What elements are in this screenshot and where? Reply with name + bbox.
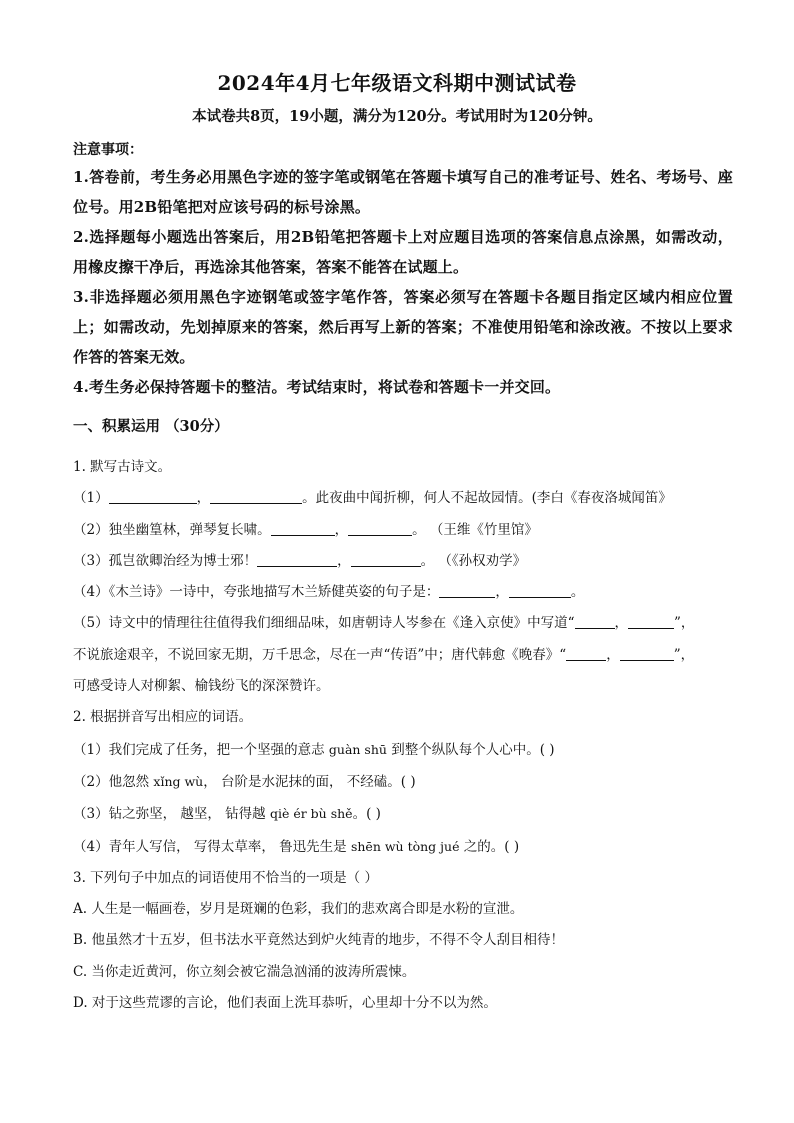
pinyin: qiè ér bù shě (269, 806, 353, 822)
part-text: 到整个纵队每个人心中。( ) (386, 741, 555, 758)
instruction-item: 3.非选择题必须用黑色字迹钢笔或签字笔作答，答案必须写在答题卡各题目指定区域内相应位置上；如需改动，先划掉原来的答案，然后再写上新的答案；不准使用铅笔和涂改液。不按以上要求作答的答案无效。 (73, 288, 733, 366)
part-text: （3）孤岂欲卿治经为博士邪！ (73, 552, 258, 569)
question-1-part-5 (73, 608, 738, 639)
part-text: 。此夜曲中闻折柳，何人不起故园情。(李白《春夜洛城闻笛》 (302, 490, 672, 507)
option-d: D. 对于这些荒谬的言论，他们表面上洗耳恭听，心里却十分不以为然。 (73, 995, 497, 1012)
part-text: （2）独坐幽篁林，弹琴复长啸。 (73, 521, 271, 538)
page-title: 2024年4月七年级语文科期中测试试卷 (217, 71, 577, 95)
answer-blank[interactable] (566, 646, 606, 661)
question-2-part-4 (73, 831, 738, 863)
part-text: 。 (570, 584, 585, 601)
instructions (73, 138, 733, 402)
answer-blank[interactable] (620, 646, 674, 661)
question-3-stem: 3. 下列句子中加点的词语使用不恰当的一项是（ ） (73, 869, 378, 886)
question-2-part-2 (73, 766, 738, 798)
answer-blank[interactable] (575, 614, 615, 629)
part-text: 不说旅途艰辛，不说回家无期，万千思念，尽在一声“传语”中；唐代韩愈《晚春》“ (73, 646, 567, 663)
question-1-stem: 1. 默写古诗文。 (73, 459, 172, 475)
answer-blank[interactable] (628, 614, 674, 629)
part-text: 。( ) (352, 806, 381, 823)
separator: ， (614, 615, 628, 632)
questions (73, 452, 738, 1019)
answer-blank[interactable] (439, 583, 495, 598)
answer-blank[interactable] (109, 489, 197, 504)
part-label: （1） (73, 490, 109, 507)
separator: ， (196, 490, 211, 507)
separator: ， (495, 584, 509, 601)
question-1-part-5-cont (73, 640, 738, 671)
part-text: ”， (674, 615, 695, 632)
option-a: A. 人生是一幅画卷，岁月是斑斓的色彩，我们的悲欢离合即是水粉的宣泄。 (73, 901, 524, 918)
question-1-part-4 (73, 577, 738, 608)
question-1-part-5-end: 可感受诗人对柳絮、榆钱纷飞的深深赞许。 (73, 678, 330, 695)
part-text: （3）钻之弥坚， 越坚， 钻得越 (73, 806, 270, 823)
part-text: （5）诗文中的情理往往值得我们细细品味，如唐朝诗人岑参在《逢入京使》中写道“ (73, 615, 575, 632)
part-text: 。 （《孙权劝学》 (420, 552, 527, 569)
instructions-heading: 注意事项： (73, 142, 143, 158)
answer-blank[interactable] (257, 552, 337, 567)
question-2-part-1 (73, 734, 738, 766)
option-b: B. 他虽然才十五岁，但书法水平竟然达到炉火纯青的地步，不得不令人刮目相待！ (73, 932, 565, 949)
question-1-part-1 (73, 483, 738, 514)
separator: ， (337, 552, 351, 569)
pinyin: guàn shū (328, 741, 387, 757)
separator: ， (606, 646, 620, 663)
part-text: （1）我们完成了任务，把一个坚强的意志 (73, 741, 329, 758)
pinyin: xǐng wù (153, 773, 204, 789)
answer-blank[interactable] (351, 552, 421, 567)
question-2-stem: 2. 根据拼音写出相应的词语。 (73, 709, 253, 726)
answer-blank[interactable] (210, 489, 302, 504)
question-1-part-2 (73, 515, 738, 546)
part-text: ”， (673, 646, 695, 663)
part-text: ， 台阶是水泥抹的面， 不经磕。( ) (203, 773, 416, 790)
answer-blank[interactable] (348, 521, 412, 536)
separator: ， (334, 521, 349, 538)
part-text: （4）青年人写信， 写得太草率， 鲁迅先生是 (73, 838, 351, 855)
option-c: C. 当你走近黄河，你立刻会被它湍急汹涌的波涛所震悚。 (73, 963, 416, 980)
instruction-item: 1.答卷前，考生务必用黑色字迹的签字笔或钢笔在答题卡填写自己的准考证号、姓名、考场号、座位号。用2B铅笔把对应该号码的标号涂黑。 (73, 168, 733, 216)
part-text: 。 （王维《竹里馆》 (412, 521, 538, 538)
pinyin: shēn wù tòng jué (350, 838, 460, 854)
question-2-part-3 (73, 798, 738, 830)
exam-info: 本试卷共8页，19小题，满分为120分。考试用时为120分钟。 (192, 108, 602, 125)
part-text: 之的。( ) (459, 838, 520, 855)
answer-blank[interactable] (509, 583, 571, 598)
question-1-part-3 (73, 546, 738, 577)
part-text: （4）《木兰诗》一诗中，夸张地描写木兰矫健英姿的句子是： (73, 584, 440, 601)
answer-blank[interactable] (271, 521, 335, 536)
part-text: （2）他忽然 (73, 773, 154, 790)
instruction-item: 4.考生务必保持答题卡的整洁。考试结束时，将试卷和答题卡一并交回。 (73, 378, 561, 396)
instruction-item: 2.选择题每小题选出答案后，用2B铅笔把答题卡上对应题目选项的答案信息点涂黑，如需改动，用橡皮擦干净后，再选涂其他答案，答案不能答在试题上。 (73, 228, 733, 276)
section-heading: 一、积累运用 （30分） (73, 418, 229, 435)
